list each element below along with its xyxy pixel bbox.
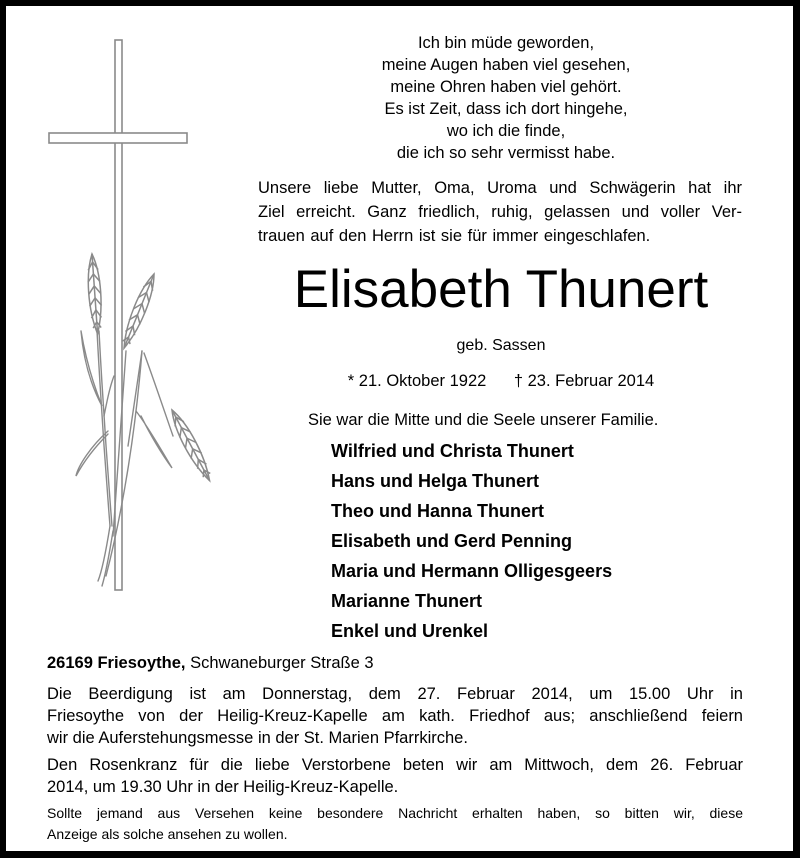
obituary-page: [6, 6, 793, 851]
notice-line: Anzeige als solche ansehen zu wollen.: [47, 826, 288, 842]
intro-line: trauen auf den Herrn ist sie für immer eingeschlafen.: [258, 227, 651, 245]
mourner-name: Theo und Hanna Thunert: [331, 501, 544, 521]
death-date: † 23. Februar 2014: [513, 372, 655, 390]
mourner-name: Maria und Hermann Olligesgeers: [331, 561, 613, 581]
funeral-line: Friesoythe von der Heilig-Kreuz-Kapelle am kath. Friedhof aus; anschließend feiern: [47, 707, 743, 725]
intro-line: Unsere liebe Mutter, Oma, Uroma und Schwägerin hat ihr: [258, 179, 742, 197]
address-street: Schwaneburger Straße 3: [190, 654, 374, 672]
poem: [306, 32, 706, 164]
mourner-name: Marianne Thunert: [331, 591, 483, 611]
funeral-line: wir die Auferstehungsmesse in der St. Marien Pfarrkirche.: [47, 729, 468, 747]
mourner-name: Wilfried und Christa Thunert: [331, 441, 574, 461]
mourner-name: Enkel und Urenkel: [331, 621, 489, 641]
poem-line: Es ist Zeit, dass ich dort hingehe,: [384, 100, 628, 118]
poem-line: meine Augen haben viel gesehen,: [381, 56, 631, 74]
deceased-name: Elisabeth Thunert: [293, 260, 709, 319]
poem-line: wo ich die finde,: [446, 122, 566, 140]
rosary-line: Den Rosenkranz für die liebe Verstorbene beten wir am Mittwoch, dem 26. Februar: [47, 756, 743, 774]
funeral-paragraph: [47, 683, 743, 749]
birth-name: geb. Sassen: [456, 337, 546, 354]
address-city: 26169 Friesoythe,: [47, 654, 186, 672]
rosary-line: 2014, um 19.30 Uhr in der Heilig-Kreuz-Kapelle.: [47, 778, 399, 796]
life-dates: [236, 370, 766, 392]
notice-paragraph: [47, 803, 743, 845]
intro-line: Ziel erreicht. Ganz friedlich, ruhig, gelassen und voller Ver-: [258, 203, 742, 221]
notice-line: Sollte jemand aus Versehen keine besondere Nachricht erhalten haben, so bitten wir, diese: [47, 805, 743, 821]
poem-line: die ich so sehr vermisst habe.: [396, 144, 616, 162]
poem-line: meine Ohren haben viel gehört.: [390, 78, 622, 96]
poem-line: Ich bin müde geworden,: [417, 34, 595, 52]
cross-with-wheat-icon: [6, 6, 266, 626]
mourner-name: Hans und Helga Thunert: [331, 471, 540, 491]
family-intro: Sie war die Mitte und die Seele unserer Familie.: [308, 411, 659, 429]
rosary-paragraph: [47, 754, 743, 798]
intro-paragraph: [258, 176, 742, 248]
mourner-name: Elisabeth und Gerd Penning: [331, 531, 573, 551]
address: [47, 652, 374, 674]
mourners-list: [331, 436, 612, 646]
birth-date: * 21. Oktober 1922: [347, 372, 487, 390]
funeral-line: Die Beerdigung ist am Donnerstag, dem 27. Februar 2014, um 15.00 Uhr in: [47, 685, 743, 703]
